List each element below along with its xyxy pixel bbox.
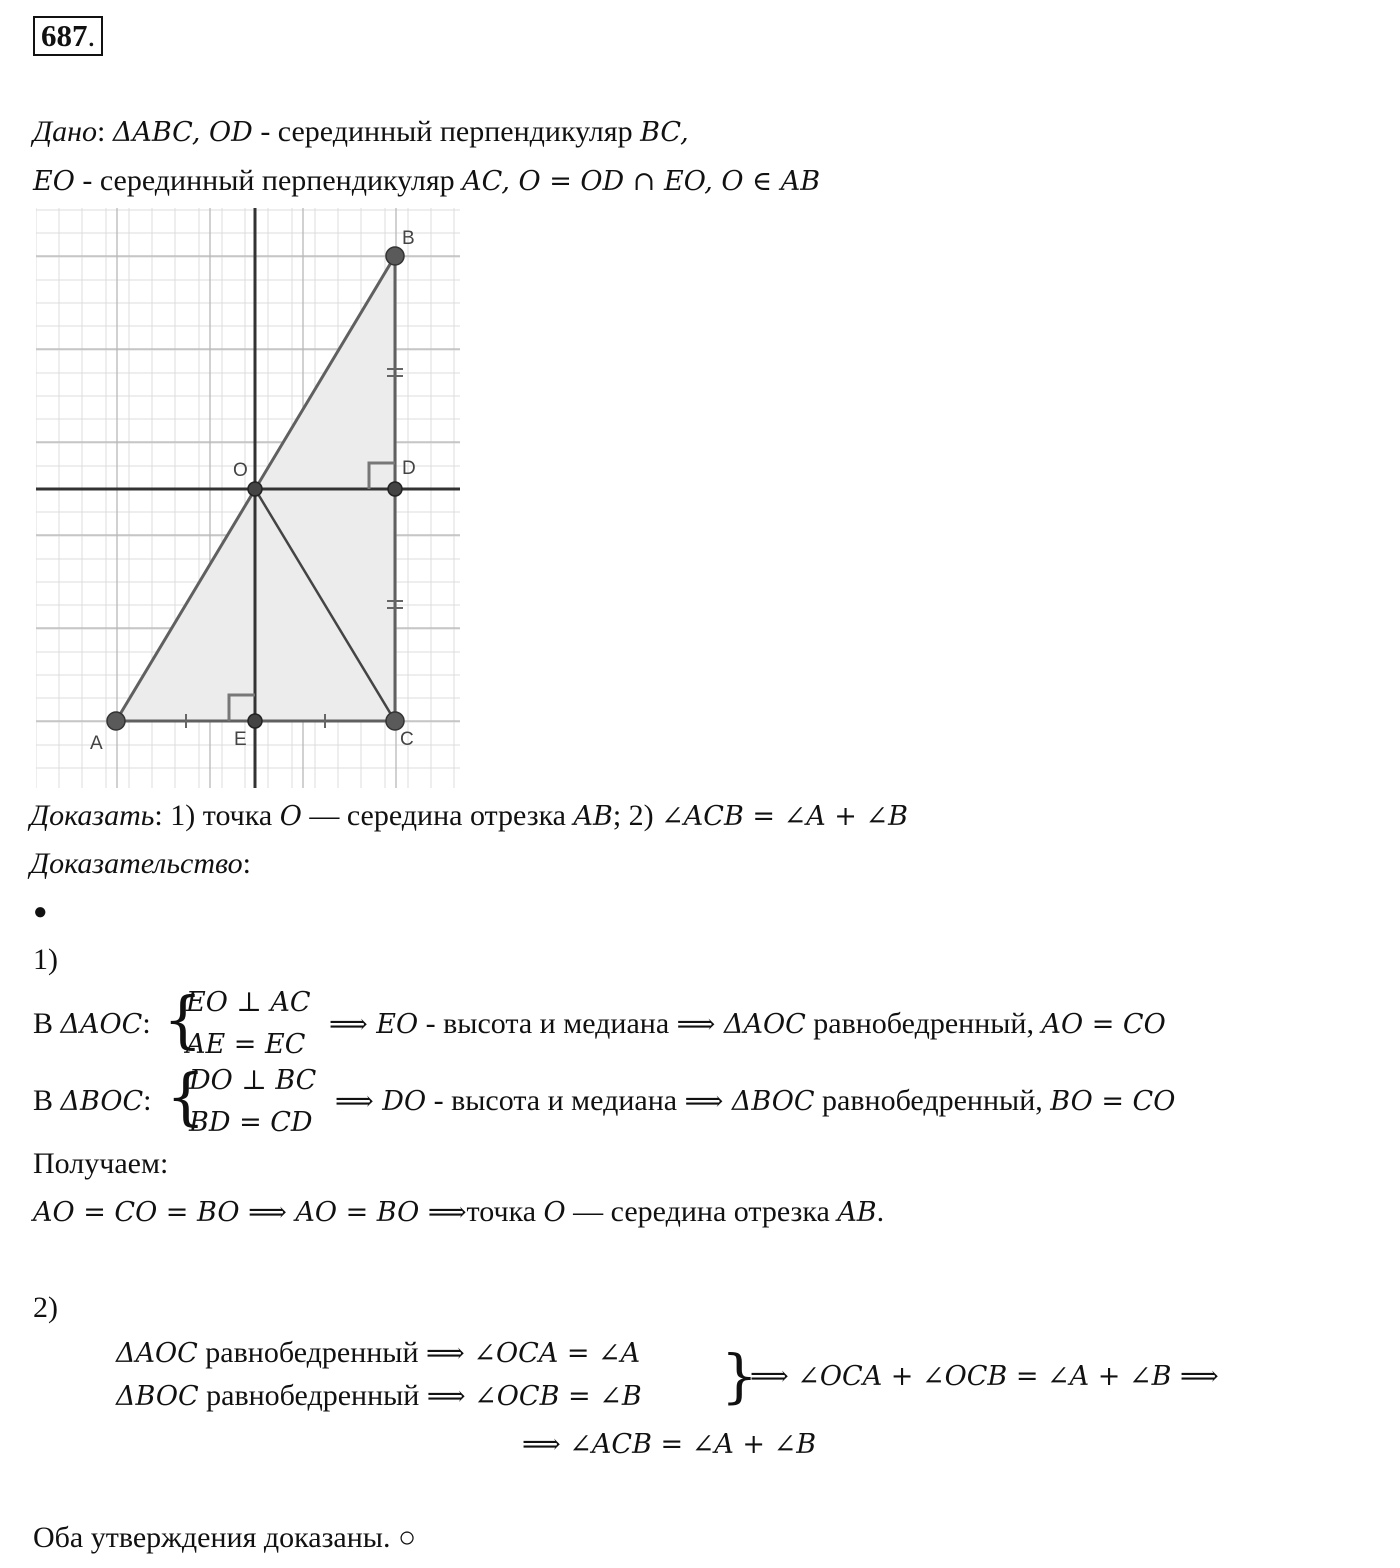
part1-row1-prefix <box>33 1006 151 1043</box>
prove-math-1: O <box>279 801 302 832</box>
row2-text-2: равнобедренный, <box>814 1084 1051 1117</box>
problem-number-dot: . <box>87 18 96 53</box>
part2-right <box>750 1358 1219 1395</box>
part1-number: 1) <box>33 943 58 976</box>
end-statement: Оба утверждения доказаны. ○ <box>33 1521 417 1554</box>
part2-line2-text: равнобедренный <box>198 1379 427 1412</box>
final-math-3: AB <box>837 1197 877 1228</box>
part2-line-2 <box>116 1378 642 1415</box>
bullet: ● <box>33 899 48 925</box>
row1-arrow-1: ⟹ <box>329 1009 377 1040</box>
row2-arrow-1: ⟹ <box>335 1086 383 1117</box>
prove-label: Доказать <box>30 799 155 832</box>
row1-arrow-2: ⟹ <box>676 1009 724 1040</box>
part1-final-line <box>33 1194 884 1231</box>
row1-text-2: равнобедренный, <box>805 1007 1042 1040</box>
final-text-1: точка <box>466 1195 544 1228</box>
row2-segment: DO <box>382 1086 427 1117</box>
prove-math-2: AB <box>573 801 613 832</box>
prove-math-3: ∠ACB = ∠A + ∠B <box>661 801 908 832</box>
row1-equation: AO = CO <box>1041 1009 1166 1040</box>
final-text-2: — середина отрезка <box>565 1195 838 1228</box>
row1-colon: : <box>142 1007 151 1040</box>
row2-equation: BO = CO <box>1050 1086 1176 1117</box>
row2-system-brace: { <box>166 1060 206 1133</box>
point-c <box>386 712 404 730</box>
row2-text: - высота и медиана <box>426 1084 685 1117</box>
part2-brace: } <box>721 1342 758 1410</box>
prove-line <box>30 798 908 835</box>
point-o <box>248 482 262 496</box>
given-math-b: BC, <box>640 117 689 148</box>
part1-row1-rest <box>329 1006 1166 1043</box>
given2-text: - серединный перпендикуляр <box>74 164 463 197</box>
label-d: D <box>402 458 416 479</box>
part2-line2-triangle: ΔBOC <box>116 1381 199 1412</box>
row2-system-top: DO ⊥ BC <box>189 1065 317 1096</box>
part2-conclusion <box>522 1426 816 1463</box>
row2-colon: : <box>143 1084 152 1117</box>
row1-triangle-2: ΔAOC <box>723 1009 806 1040</box>
given-line-2 <box>33 163 820 200</box>
problem-number-value: 687 <box>41 18 88 53</box>
row1-prefix: В <box>33 1007 61 1040</box>
row1-system-bottom: AE = EC <box>186 1029 306 1060</box>
row1-triangle: ΔAOC <box>60 1009 143 1040</box>
proof-heading: Доказательство: <box>30 847 251 880</box>
row2-prefix: В <box>33 1084 61 1117</box>
get-label: Получаем: <box>33 1147 169 1180</box>
given2-math-b: AC, O = OD ∩ EO, O ∈ AB <box>462 166 821 197</box>
given2-math-a: EO <box>33 166 75 197</box>
final-dot: . <box>876 1195 885 1228</box>
row1-system-top: EO ⊥ AC <box>186 987 311 1018</box>
part2-line1-math: ⟹ ∠OCA = ∠A <box>426 1338 641 1369</box>
geometry-figure <box>36 208 460 788</box>
part2-line1-triangle: ΔAOC <box>116 1338 198 1369</box>
label-o: O <box>233 460 248 481</box>
row1-text: - высота и медиана <box>418 1007 677 1040</box>
given-math-a: ΔABC, OD <box>112 117 253 148</box>
point-b <box>386 247 404 265</box>
label-a: A <box>90 733 103 754</box>
part2-conclusion-math: ⟹ ∠ACB = ∠A + ∠B <box>522 1429 817 1460</box>
row1-system-brace: { <box>163 983 203 1056</box>
problem-number <box>33 16 103 56</box>
row2-arrow-2: ⟹ <box>684 1086 732 1117</box>
given-label: Дано <box>33 115 97 148</box>
part2-line2-math: ⟹ ∠OCB = ∠B <box>426 1381 642 1412</box>
prove-text-1: : 1) точка <box>154 799 280 832</box>
given-text-1: - серединный перпендикуляр <box>252 115 641 148</box>
label-e: E <box>234 729 247 750</box>
point-d <box>388 482 402 496</box>
row2-triangle: ΔBOC <box>60 1086 144 1117</box>
label-c: C <box>400 729 414 750</box>
part1-row2-rest <box>335 1083 1175 1120</box>
prove-text-2: — середина отрезка <box>301 799 574 832</box>
row2-triangle-2: ΔBOC <box>731 1086 815 1117</box>
prove-text-3: ; 2) <box>612 799 662 832</box>
final-math-2: O <box>543 1197 566 1228</box>
part2-number: 2) <box>33 1291 58 1324</box>
part2-line1-text: равнобедренный <box>197 1336 427 1369</box>
given-line-1: Дано: ΔABC, OD - серединный перпендикуляр BC, <box>33 115 689 148</box>
label-b: B <box>402 228 415 249</box>
point-a <box>107 712 125 730</box>
row1-segment: EO <box>376 1009 419 1040</box>
part1-row2-prefix <box>33 1083 152 1120</box>
proof-label: Доказательство <box>30 847 243 880</box>
final-math: AO = CO = BO ⟹ AO = BO ⟹ <box>33 1197 467 1228</box>
point-e <box>248 714 262 728</box>
part2-line-1 <box>116 1335 640 1372</box>
row2-system-bottom: BD = CD <box>189 1107 313 1138</box>
part2-right-math: ⟹ ∠OCA + ∠OCB = ∠A + ∠B ⟹ <box>750 1361 1219 1392</box>
